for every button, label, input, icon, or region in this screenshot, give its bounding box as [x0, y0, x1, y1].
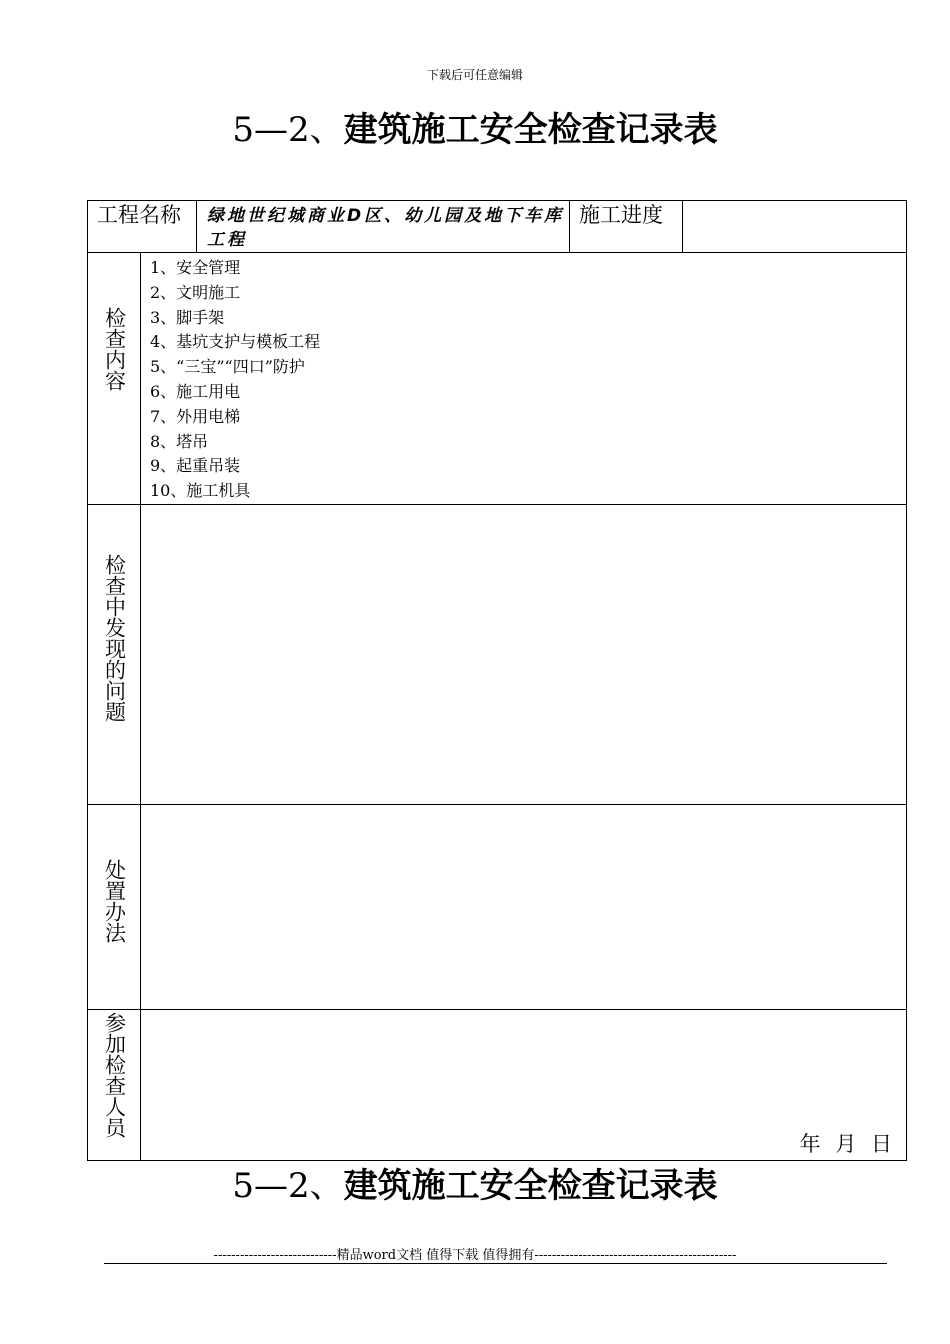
inspection-items-cell	[141, 253, 907, 505]
repeated-page-title	[0, 1158, 950, 1207]
disposal-value[interactable]	[141, 804, 907, 1009]
title-text: 建筑施工安全检查记录表	[343, 1166, 718, 1206]
inspection-content-label-cell	[88, 253, 141, 505]
disposal-label: 处置办法	[102, 858, 127, 943]
inspection-items-list	[141, 253, 906, 504]
title-number: 5—2、	[232, 1166, 344, 1206]
list-item: 2、文明施工	[150, 282, 241, 302]
page-title	[0, 102, 950, 151]
list-item: 9、起重吊装	[150, 456, 241, 476]
problems-row	[88, 504, 907, 804]
disposal-label-cell	[88, 804, 141, 1009]
list-item: 10、施工机具	[150, 481, 251, 501]
project-row	[88, 201, 907, 253]
disposal-row	[88, 804, 907, 1009]
list-item: 5、“三宝”“四口”防护	[150, 357, 305, 377]
title-text: 建筑施工安全检查记录表	[343, 110, 718, 150]
list-item: 7、外用电梯	[150, 406, 241, 426]
list-item: 3、脚手架	[150, 307, 225, 327]
progress-value[interactable]	[683, 201, 907, 253]
footer-rule	[104, 1263, 887, 1264]
inspection-record-table	[87, 200, 907, 1161]
date-line: 年 月 日	[799, 1131, 896, 1156]
title-number: 5—2、	[232, 110, 344, 150]
footer-note: ----------------------------精品word文档 值得下载 值得拥有----------------------------------------------	[213, 1248, 737, 1263]
project-name-label: 工程名称	[88, 201, 197, 253]
inspection-content-label: 检查内容	[102, 307, 127, 391]
problems-label-cell	[88, 504, 141, 804]
list-item: 1、安全管理	[150, 258, 241, 277]
project-name-value[interactable]: 绿地世纪城商业D区、幼儿园及地下车库工程	[197, 201, 570, 253]
content-row	[88, 253, 907, 505]
participants-label-cell	[88, 1009, 141, 1160]
participants-row	[88, 1009, 907, 1160]
participants-label: 参加检查人员	[102, 1011, 127, 1138]
list-item: 4、基坑支护与模板工程	[150, 332, 321, 352]
header-note: 下载后可任意编辑	[426, 68, 523, 82]
problems-value[interactable]	[141, 504, 907, 804]
participants-value-cell[interactable]	[141, 1009, 907, 1160]
problems-label: 检查中发现的问题	[102, 553, 127, 722]
list-item: 6、施工用电	[150, 381, 241, 401]
progress-label: 施工进度	[570, 201, 683, 253]
list-item: 8、塔吊	[150, 431, 209, 451]
